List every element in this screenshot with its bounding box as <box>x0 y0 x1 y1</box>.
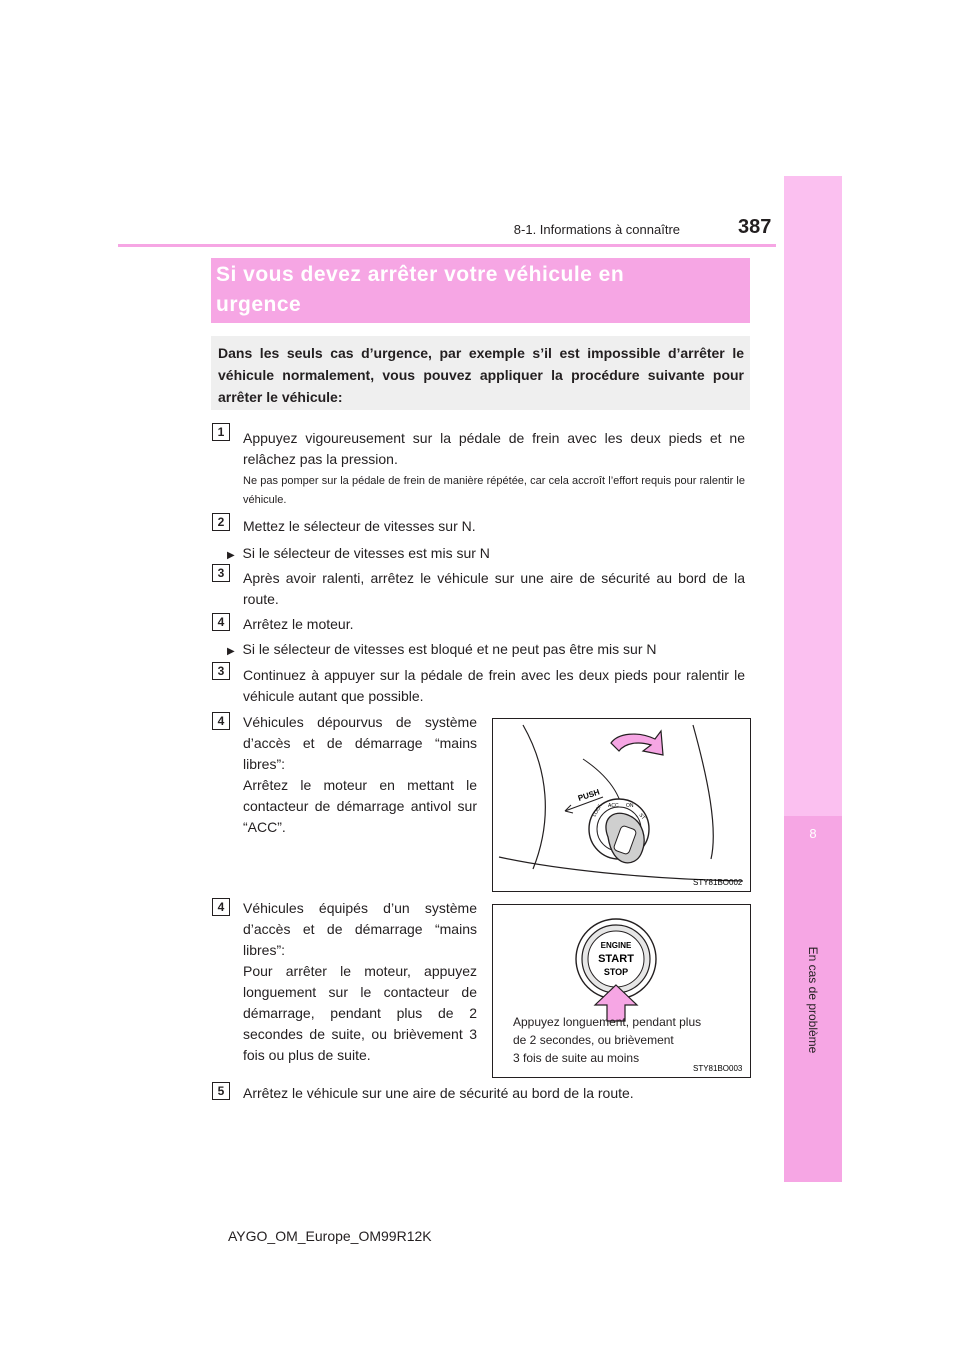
step-text: Véhicules dépourvus de système d’accès et de démarrage “mains libres”: Arrêtez le moteur en mettant le contacteur de démarrage antivol sur “ACC”. <box>243 714 477 835</box>
step-badge: 3 <box>212 564 230 582</box>
acc-label: ACC <box>608 803 619 809</box>
caption-line-1: Appuyez longuement, pendant plus <box>513 1015 702 1029</box>
triangle-right-icon: ▶ <box>227 646 235 657</box>
step-badge: 4 <box>212 898 230 916</box>
step-badge: 2 <box>212 513 230 531</box>
caption-line-3: 3 fois de suite au moins <box>513 1051 640 1065</box>
step-badge: 1 <box>212 423 230 441</box>
ignition-key-figure <box>492 718 751 892</box>
step-text: Arrêtez le moteur. <box>243 616 354 632</box>
page-heading <box>216 260 746 320</box>
chapter-number: 8 <box>809 826 817 841</box>
case-text: Si le sélecteur de vitesses est mis sur N <box>242 545 490 561</box>
on-label: ON <box>626 803 634 809</box>
lock-label: LOCK <box>591 803 604 818</box>
heading-line-1: Si vous devez arrêter votre véhicule en <box>216 263 625 286</box>
page-number: 387 <box>738 216 772 238</box>
push-label: PUSH <box>576 787 601 803</box>
document-footer: AYGO_OM_Europe_OM99R12K <box>228 1228 432 1244</box>
case-heading <box>227 543 745 566</box>
engine-button-figure <box>492 904 751 1078</box>
figure-code: STY81BO003 <box>693 1064 743 1073</box>
case-text: Si le sélecteur de vitesses est bloqué et ne peut pas être mis sur N <box>242 641 657 657</box>
triangle-right-icon: ▶ <box>227 550 235 561</box>
step-badge: 4 <box>212 613 230 631</box>
engine-label: ENGINE <box>600 941 632 950</box>
ignition-key-illustration <box>493 719 750 891</box>
step-text: Appuyez vigoureusement sur la pédale de frein avec les deux pieds et ne relâchez pas la pression. <box>243 430 745 467</box>
header-rule <box>118 244 776 247</box>
step-text: Mettez le sélecteur de vitesses sur N. <box>243 518 476 534</box>
step-text: Après avoir ralenti, arrêtez le véhicule sur une aire de sécurité au bord de la route. <box>243 570 745 607</box>
figure-caption <box>513 1013 743 1067</box>
step-badge: 4 <box>212 712 230 730</box>
step-text: Véhicules équipés d’un système d’accès et de démarrage “mains libres”: Pour arrêter le moteur, appuyez longuement sur le contacteur de démarrage, pendant plus de 2 secondes de suite, ou brièvement 3 fois ou plus de suite. <box>243 900 477 1063</box>
stop-label: STOP <box>603 967 629 977</box>
heading-line-2: urgence <box>216 293 302 316</box>
start-label: ST <box>637 812 647 822</box>
caption-line-2: de 2 secondes, ou brièvement <box>513 1033 674 1047</box>
step-text: Continuez à appuyer sur la pédale de frein avec les deux pieds pour ralentir le véhicule autant que possible. <box>243 667 745 704</box>
intro-text: Dans les seuls cas d’urgence, par exemple s’il est impossible d’arrêter le véhicule normalement, vous pouvez appliquer la procédure suivante pour arrêter le véhicule: <box>218 345 744 405</box>
section-title: 8-1. Informations à connaître <box>513 222 680 237</box>
step-text: Arrêtez le véhicule sur une aire de sécurité au bord de la route. <box>243 1085 634 1101</box>
step-badge: 5 <box>212 1082 230 1100</box>
case-heading <box>227 639 745 662</box>
chapter-title: En cas de problème <box>806 946 820 1054</box>
start-label: START <box>598 953 634 965</box>
figure-code: STY81BO002 <box>693 878 743 887</box>
step-badge: 3 <box>212 662 230 680</box>
step-note: Ne pas pomper sur la pédale de frein de manière répétée, car cela accroît l’effort requis pour ralentir le véhicule. <box>243 475 745 506</box>
